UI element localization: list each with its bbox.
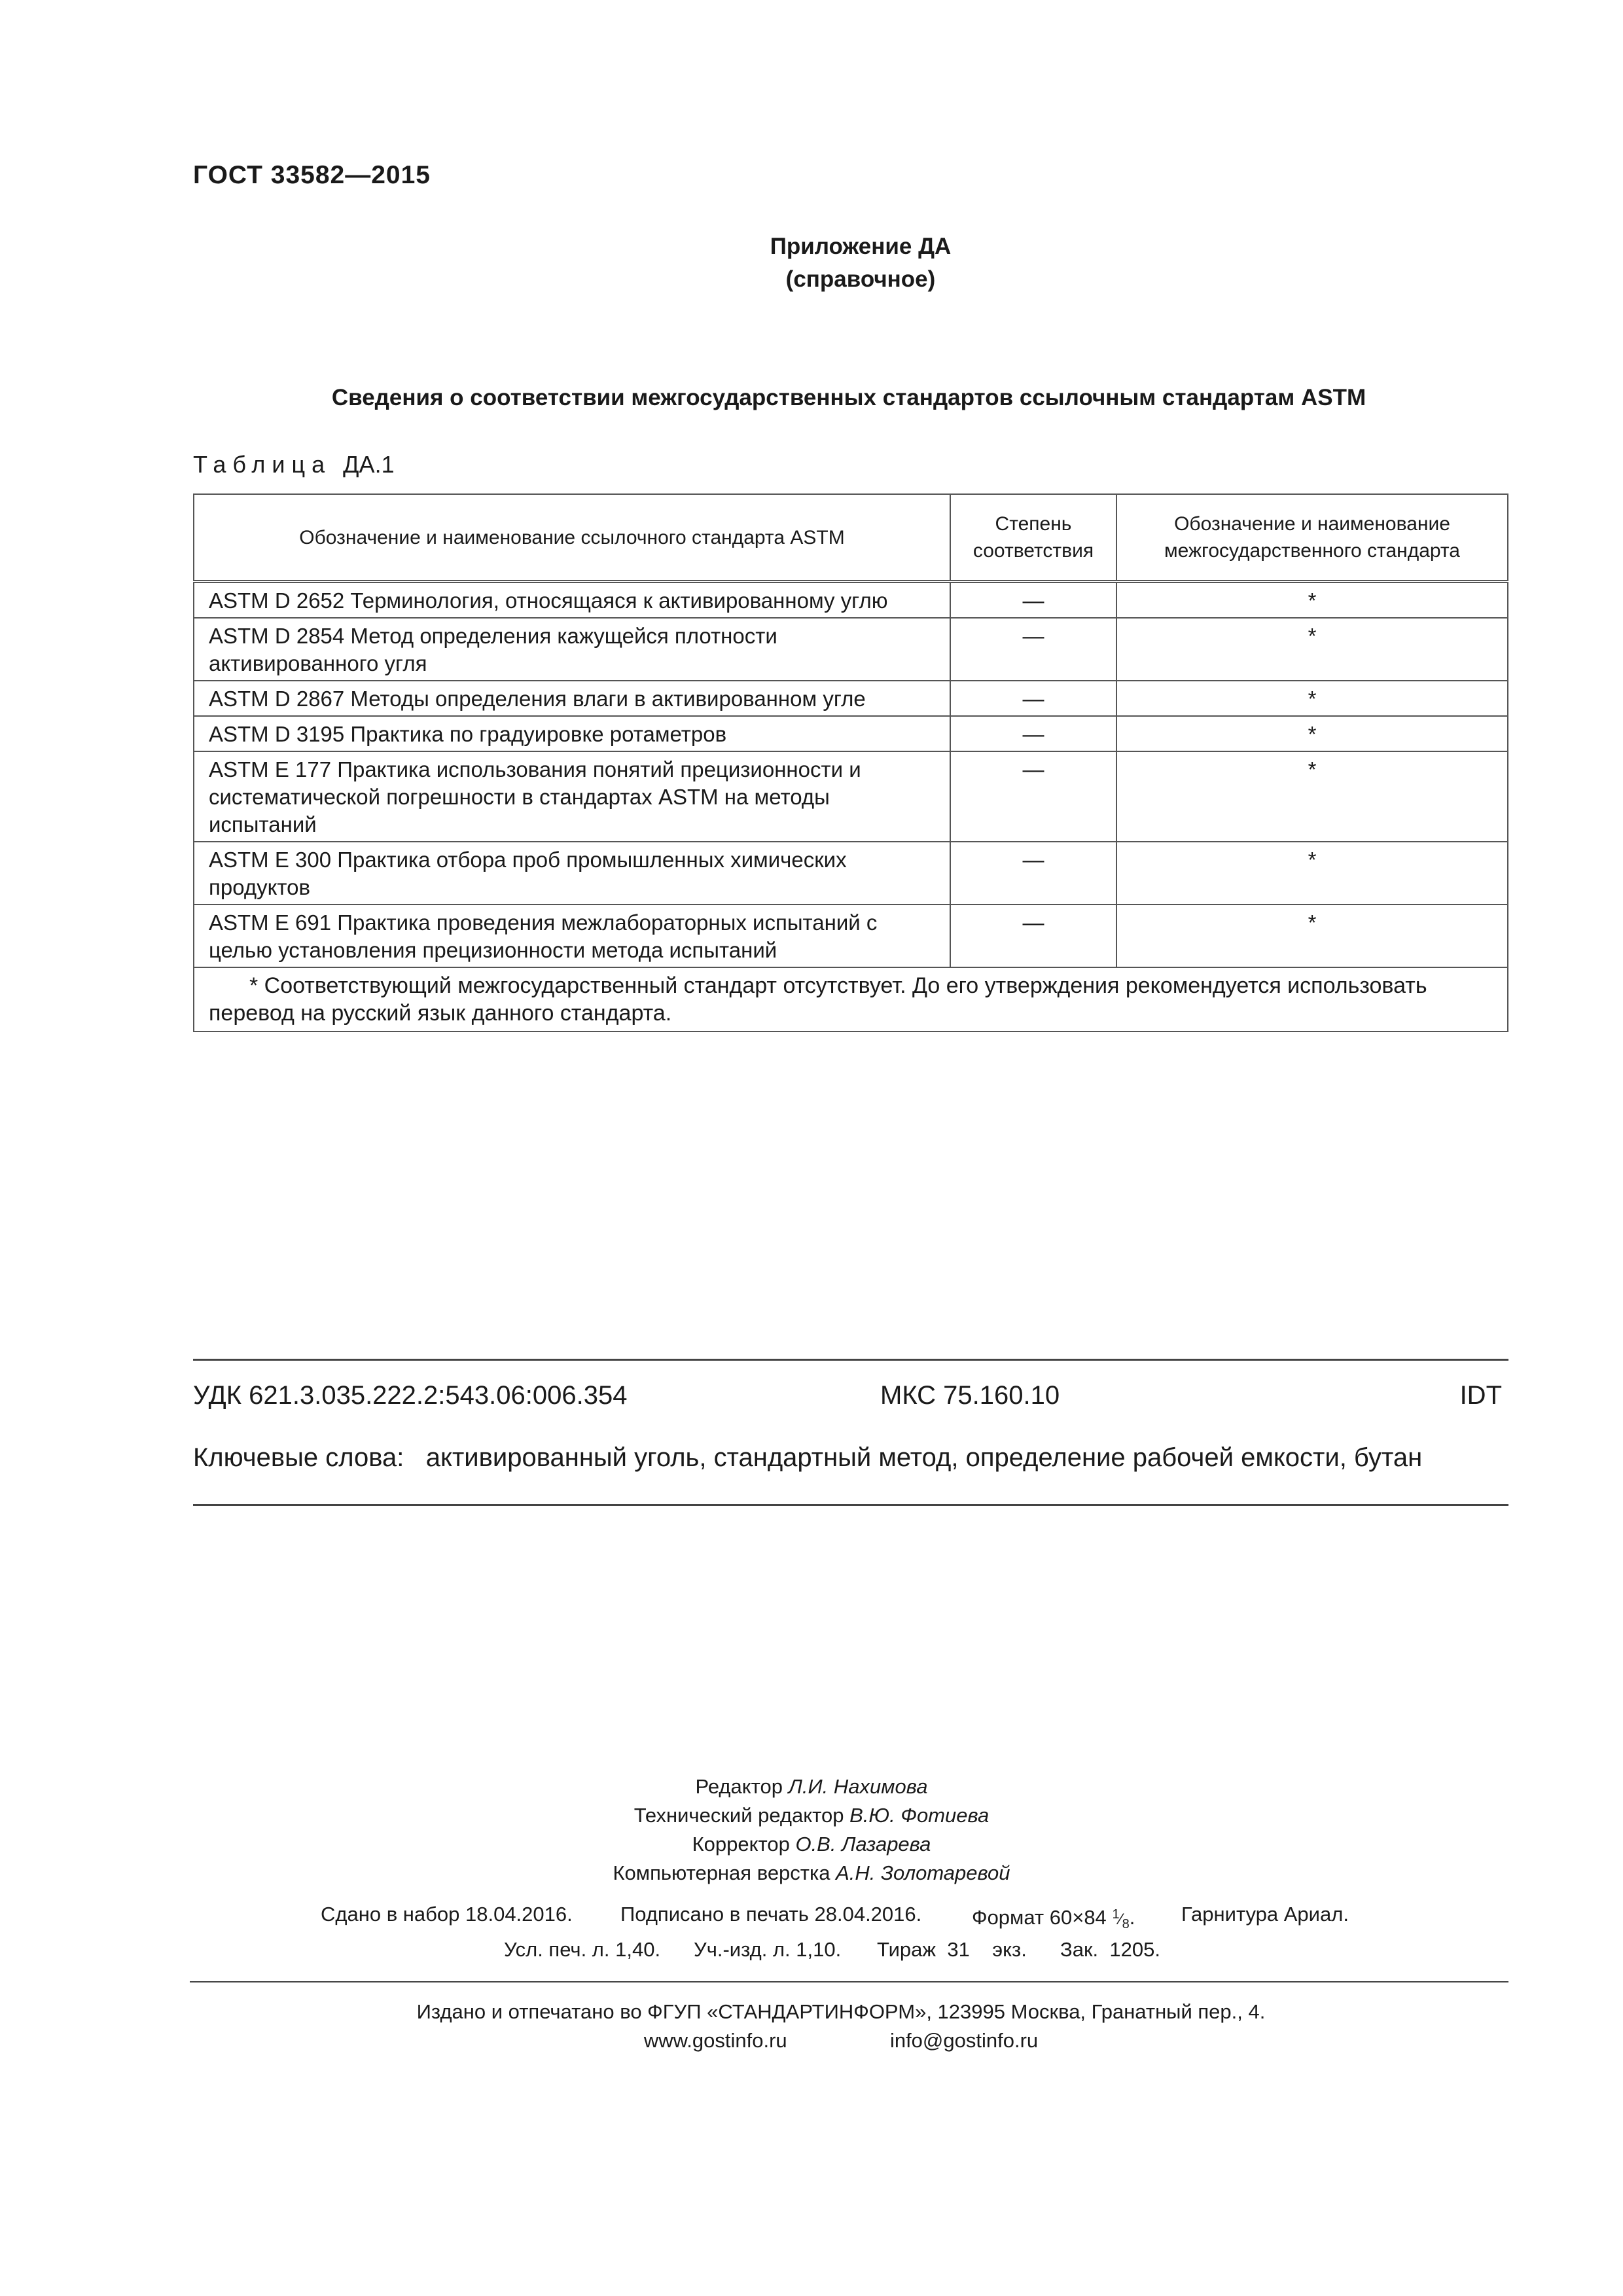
publisher-line: Издано и отпечатано во ФГУП «СТАНДАРТИНФОРМ», 123995 Москва, Гранатный пер., 4. bbox=[416, 2000, 1266, 2023]
cell-astm-reference: ASTM E 177 Практика использования понятий прецизионности и систематической погрешности в стандартах ASTM на методы испытаний bbox=[194, 751, 950, 842]
cell-astm-reference: ASTM E 300 Практика отбора проб промышленных химических продуктов bbox=[194, 842, 950, 905]
idt-mark: IDT bbox=[1459, 1381, 1502, 1410]
header-degree-line1: Степень bbox=[995, 513, 1072, 535]
table-row bbox=[194, 905, 1508, 967]
cell-degree: — bbox=[950, 751, 1116, 842]
print-info-line2 bbox=[0, 1932, 1623, 1967]
credit-editor bbox=[0, 1772, 1623, 1801]
publisher-contacts bbox=[0, 2026, 1623, 2055]
cell-interstate: * bbox=[1116, 751, 1508, 842]
publisher-block bbox=[0, 1998, 1623, 2055]
header-interstate-line2: межгосударственного стандарта bbox=[1164, 540, 1460, 562]
table-caption bbox=[193, 451, 395, 478]
divider-top bbox=[193, 1359, 1508, 1361]
table-row bbox=[194, 582, 1508, 619]
appendix-title: Приложение ДА bbox=[770, 234, 952, 259]
table-row bbox=[194, 751, 1508, 842]
appendix-heading bbox=[0, 230, 1623, 296]
font-info: Гарнитура Ариал. bbox=[1181, 1903, 1349, 1926]
submitted-date: Сдано в набор 18.04.2016. bbox=[321, 1903, 573, 1926]
cell-degree: — bbox=[950, 905, 1116, 967]
header-astm-standard: Обозначение и наименование ссылочного стандарта ASTM bbox=[194, 494, 950, 582]
corrector-label: Корректор bbox=[692, 1833, 790, 1856]
header-degree-line2: соответствия bbox=[972, 540, 1094, 562]
keywords-label: Ключевые слова: bbox=[193, 1443, 404, 1472]
format-label: Формат 60×84 bbox=[972, 1906, 1107, 1929]
publisher-email: info@gostinfo.ru bbox=[889, 2029, 1039, 2052]
corrector-name: О.В. Лазарева bbox=[795, 1833, 931, 1856]
section-title: Сведения о соответствии межгосударственных стандартов ссылочным стандартам ASTM bbox=[331, 385, 1366, 410]
print-info-line1 bbox=[0, 1897, 1623, 1932]
document-code: ГОСТ 33582—2015 bbox=[193, 161, 431, 189]
divider-publisher bbox=[190, 1981, 1508, 1982]
table-caption-prefix: Таблица bbox=[193, 451, 332, 478]
keywords-text: активированный уголь, стандартный метод, определение рабочей емкости, бутан bbox=[425, 1443, 1423, 1472]
tech-editor-name: В.Ю. Фотиева bbox=[849, 1804, 990, 1827]
table-header-row bbox=[194, 494, 1508, 582]
layout-label: Компьютерная верстка bbox=[613, 1861, 830, 1884]
header-degree bbox=[950, 494, 1116, 582]
cell-interstate: * bbox=[1116, 716, 1508, 751]
cell-degree: — bbox=[950, 582, 1116, 619]
format-fraction-den: 8 bbox=[1122, 1916, 1130, 1931]
header-interstate-standard bbox=[1116, 494, 1508, 582]
editor-label: Редактор bbox=[695, 1775, 783, 1798]
cell-astm-reference: ASTM D 2652 Терминология, относящаяся к активированному углю bbox=[194, 582, 950, 619]
credits-block bbox=[0, 1772, 1623, 1888]
mks-code: МКС 75.160.10 bbox=[880, 1381, 1060, 1410]
cell-interstate: * bbox=[1116, 681, 1508, 716]
udk-code: УДК 621.3.035.222.2:543.06:006.354 bbox=[193, 1381, 628, 1410]
print-sheets: Усл. печ. л. 1,40. bbox=[504, 1938, 661, 1961]
cell-degree: — bbox=[950, 681, 1116, 716]
editor-name: Л.И. Нахимова bbox=[788, 1775, 928, 1798]
format: Формат 60×84 $^1⁄_8$. bbox=[972, 1906, 1135, 1931]
cell-degree: — bbox=[950, 618, 1116, 681]
header-interstate-line1: Обозначение и наименование bbox=[1174, 513, 1450, 535]
cell-interstate: * bbox=[1116, 618, 1508, 681]
table-row bbox=[194, 681, 1508, 716]
format-fraction: $^1⁄_8$ bbox=[1112, 1907, 1130, 1931]
keywords-line bbox=[193, 1443, 1422, 1473]
cell-astm-reference: ASTM E 691 Практика проведения межлабораторных испытаний с целью установления прецизионности метода испытаний bbox=[194, 905, 950, 967]
credit-corrector bbox=[0, 1830, 1623, 1859]
signed-date: Подписано в печать 28.04.2016. bbox=[620, 1903, 922, 1926]
table-footnote: * Соответствующий межгосударственный стандарт отсутствует. До его утверждения рекомендуется использовать перевод на русский язык данного стандарта. bbox=[194, 967, 1508, 1031]
table-footnote-row bbox=[194, 967, 1508, 1031]
print-info bbox=[0, 1897, 1623, 1967]
layout-name: А.Н. Золотаревой bbox=[836, 1861, 1010, 1884]
appendix-subtitle: (справочное) bbox=[785, 266, 936, 292]
credit-layout bbox=[0, 1859, 1623, 1888]
pub-sheets: Уч.-изд. л. 1,10. bbox=[694, 1938, 842, 1961]
table-caption-number: ДА.1 bbox=[343, 451, 395, 478]
cell-astm-reference: ASTM D 3195 Практика по градуировке ротаметров bbox=[194, 716, 950, 751]
format-fraction-num: 1 bbox=[1112, 1907, 1120, 1922]
cell-astm-reference: ASTM D 2854 Метод определения кажущейся плотности активированного угля bbox=[194, 618, 950, 681]
table-row bbox=[194, 716, 1508, 751]
tech-editor-label: Технический редактор bbox=[633, 1804, 844, 1827]
table-row bbox=[194, 618, 1508, 681]
divider-bottom bbox=[193, 1504, 1508, 1506]
print-run: Тираж 31 экз. bbox=[877, 1938, 1027, 1961]
correspondence-table bbox=[193, 493, 1508, 1032]
cell-interstate: * bbox=[1116, 582, 1508, 619]
publisher-website: www.gostinfo.ru bbox=[643, 2029, 787, 2052]
cell-interstate: * bbox=[1116, 905, 1508, 967]
order-number: Зак. 1205. bbox=[1060, 1938, 1160, 1961]
table-row bbox=[194, 842, 1508, 905]
cell-astm-reference: ASTM D 2867 Методы определения влаги в активированном угле bbox=[194, 681, 950, 716]
cell-degree: — bbox=[950, 716, 1116, 751]
cell-interstate: * bbox=[1116, 842, 1508, 905]
credit-tech-editor bbox=[0, 1801, 1623, 1830]
cell-degree: — bbox=[950, 842, 1116, 905]
